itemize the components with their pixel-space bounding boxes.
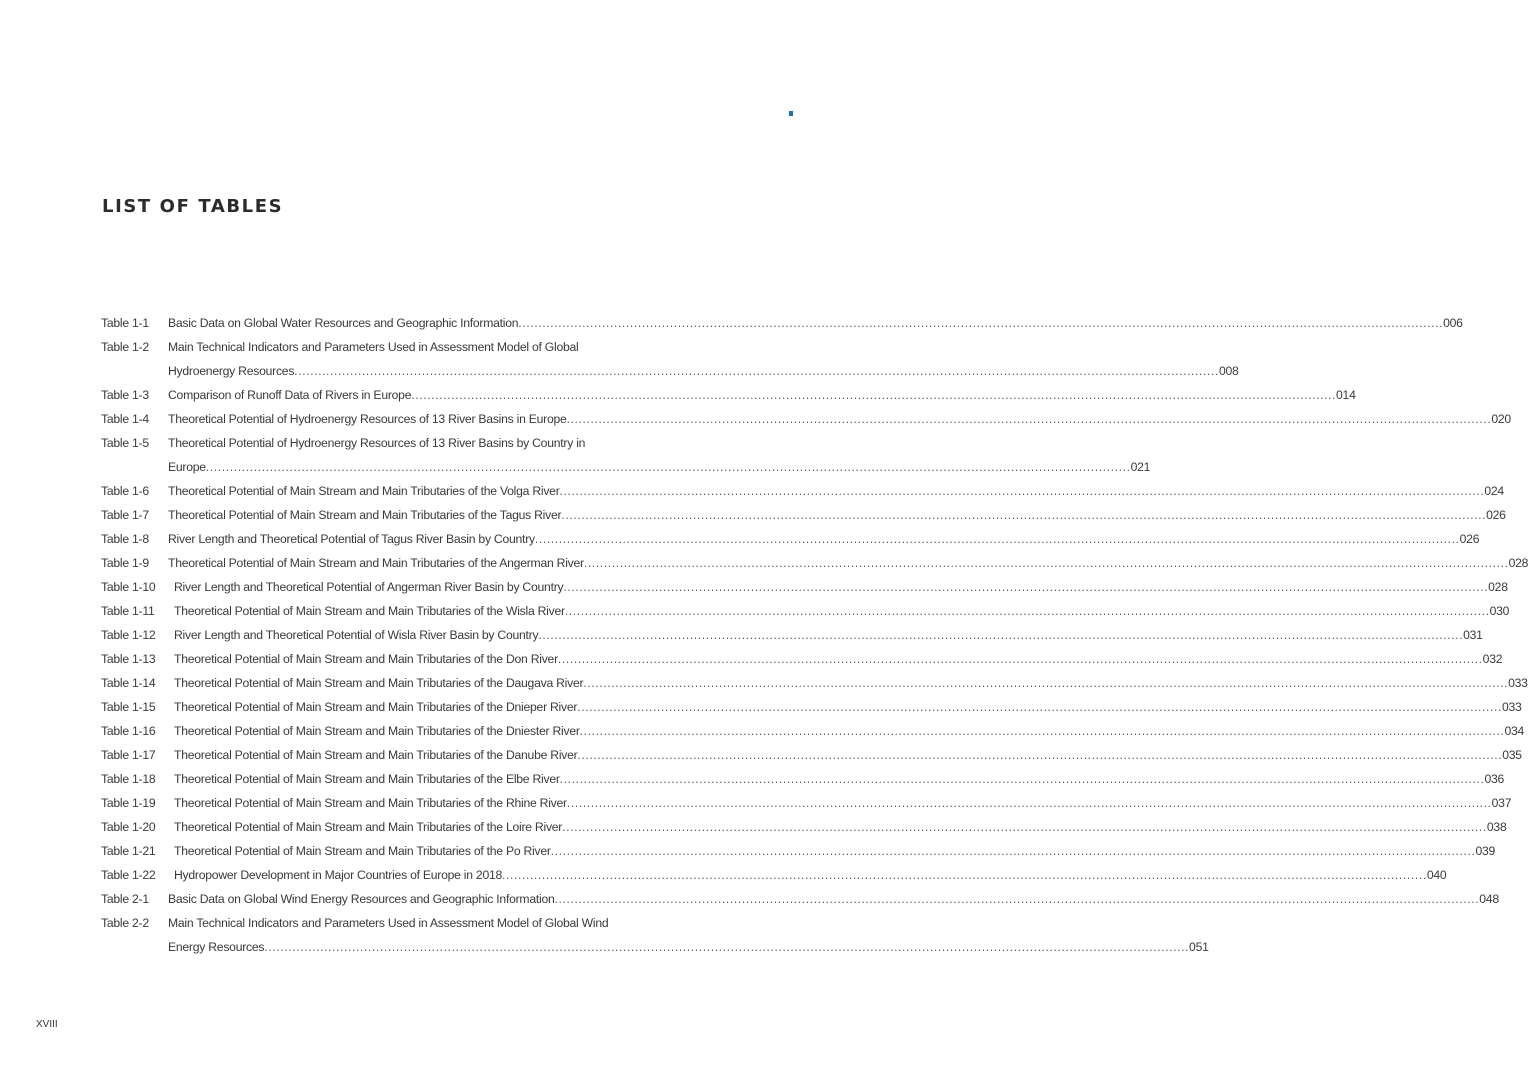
page-ref[interactable]: 032 bbox=[1482, 652, 1503, 666]
page-ref[interactable]: 037 bbox=[1491, 796, 1512, 810]
table-number: Table 1-4 bbox=[101, 412, 149, 426]
table-title: Hydropower Development in Major Countries of Europe in 2018 bbox=[174, 868, 503, 882]
dot-leader bbox=[502, 865, 1427, 889]
page-ref[interactable]: 048 bbox=[1479, 892, 1499, 906]
dot-leader bbox=[560, 769, 1485, 793]
table-number: Table 1-3 bbox=[101, 388, 149, 402]
toc-entry[interactable] bbox=[101, 553, 1528, 577]
table-title: River Length and Theoretical Potential of Wisla River Basin by Country bbox=[174, 628, 539, 642]
toc-entry[interactable] bbox=[101, 649, 1503, 673]
page-title: LIST OF TABLES bbox=[102, 196, 284, 217]
table-number: Table 1-2 bbox=[101, 340, 149, 354]
page-ref[interactable]: 006 bbox=[1443, 316, 1463, 330]
table-title-continuation: Europe bbox=[168, 460, 206, 474]
table-number: Table 1-14 bbox=[101, 676, 156, 690]
toc-entry[interactable] bbox=[101, 769, 1505, 793]
dot-leader bbox=[535, 529, 1460, 553]
toc-entry[interactable] bbox=[101, 793, 1512, 817]
table-number: Table 1-15 bbox=[101, 700, 156, 714]
table-title: Main Technical Indicators and Parameters Used in Assessment Model of Global Wind bbox=[168, 916, 609, 930]
dot-leader bbox=[551, 841, 1476, 865]
table-title: Theoretical Potential of Main Stream and Main Tributaries of the Tagus River bbox=[168, 508, 562, 522]
toc-entry[interactable] bbox=[101, 481, 1504, 505]
dot-leader bbox=[538, 625, 1463, 649]
table-of-contents bbox=[101, 313, 1528, 961]
toc-entry[interactable] bbox=[101, 409, 1511, 433]
dot-leader bbox=[518, 313, 1443, 337]
dot-leader bbox=[264, 937, 1189, 961]
table-number: Table 1-21 bbox=[101, 844, 156, 858]
table-number: Table 1-22 bbox=[101, 868, 156, 882]
table-title: Basic Data on Global Water Resources and Geographic Information bbox=[168, 316, 519, 330]
table-title: Comparison of Runoff Data of Rivers in Europe bbox=[168, 388, 412, 402]
dot-leader bbox=[555, 889, 1480, 913]
table-title: Theoretical Potential of Main Stream and Main Tributaries of the Wisla River bbox=[174, 604, 565, 618]
toc-entry[interactable] bbox=[101, 625, 1483, 649]
toc-entry[interactable] bbox=[101, 913, 662, 937]
dot-leader bbox=[580, 721, 1505, 745]
dot-leader bbox=[206, 457, 1131, 481]
page-ref[interactable]: 024 bbox=[1484, 484, 1504, 498]
toc-entry[interactable] bbox=[101, 313, 1463, 337]
toc-entry[interactable] bbox=[101, 673, 1528, 697]
toc-entry[interactable] bbox=[101, 841, 1496, 865]
table-title: Basic Data on Global Wind Energy Resources and Geographic Information bbox=[168, 892, 555, 906]
table-title: Theoretical Potential of Main Stream and Main Tributaries of the Volga River bbox=[168, 484, 560, 498]
page-ref[interactable]: 020 bbox=[1491, 412, 1511, 426]
toc-entry[interactable] bbox=[101, 721, 1525, 745]
table-number: Table 2-2 bbox=[101, 916, 149, 930]
table-title: Theoretical Potential of Hydroenergy Resources of 13 River Basins by Country in bbox=[168, 436, 586, 450]
toc-entry[interactable] bbox=[101, 697, 1522, 721]
page-ref[interactable]: 038 bbox=[1486, 820, 1507, 834]
table-title: Theoretical Potential of Main Stream and Main Tributaries of the Dniester River bbox=[174, 724, 580, 738]
dot-leader bbox=[583, 673, 1508, 697]
toc-entry-continuation[interactable] bbox=[101, 361, 1239, 385]
toc-entry[interactable] bbox=[101, 889, 1499, 913]
table-number: Table 1-19 bbox=[101, 796, 156, 810]
dot-leader bbox=[577, 745, 1502, 769]
page-number: XVIII bbox=[36, 1019, 58, 1030]
page-ref[interactable]: 051 bbox=[1189, 940, 1209, 954]
table-title-continuation: Energy Resources bbox=[168, 940, 265, 954]
dot-leader bbox=[567, 409, 1492, 433]
table-title: Theoretical Potential of Main Stream and Main Tributaries of the Rhine River bbox=[174, 796, 567, 810]
table-title: Theoretical Potential of Main Stream and Main Tributaries of the Loire River bbox=[174, 820, 563, 834]
table-title-continuation: Hydroenergy Resources bbox=[168, 364, 295, 378]
table-title: Main Technical Indicators and Parameters Used in Assessment Model of Global bbox=[168, 340, 579, 354]
table-number: Table 1-17 bbox=[101, 748, 156, 762]
toc-entry[interactable] bbox=[101, 433, 662, 457]
table-title: Theoretical Potential of Main Stream and Main Tributaries of the Daugava River bbox=[174, 676, 584, 690]
dot-leader bbox=[584, 553, 1509, 577]
dot-leader bbox=[577, 697, 1502, 721]
table-title: Theoretical Potential of Main Stream and Main Tributaries of the Dnieper River bbox=[174, 700, 578, 714]
table-number: Table 1-13 bbox=[101, 652, 156, 666]
toc-entry-continuation[interactable] bbox=[101, 457, 1151, 481]
dot-leader bbox=[562, 817, 1487, 841]
toc-entry[interactable] bbox=[101, 505, 1506, 529]
page-ref[interactable]: 021 bbox=[1130, 460, 1151, 474]
dot-leader bbox=[565, 601, 1490, 625]
table-number: Table 1-7 bbox=[101, 508, 149, 522]
page-ref[interactable]: 026 bbox=[1486, 508, 1506, 522]
table-number: Table 1-11 bbox=[101, 604, 155, 618]
page-ref[interactable]: 031 bbox=[1463, 628, 1483, 642]
table-number: Table 1-1 bbox=[101, 316, 149, 330]
table-title: Theoretical Potential of Main Stream and Main Tributaries of the Danube River bbox=[174, 748, 578, 762]
toc-entry[interactable] bbox=[101, 337, 662, 361]
table-title: River Length and Theoretical Potential of Angerman River Basin by Country bbox=[174, 580, 564, 594]
page-ref[interactable]: 028 bbox=[1488, 580, 1508, 594]
page-ref[interactable]: 030 bbox=[1489, 604, 1510, 618]
dot-leader bbox=[567, 793, 1492, 817]
toc-entry[interactable] bbox=[101, 385, 1356, 409]
page-ref[interactable]: 039 bbox=[1475, 844, 1496, 858]
page-ref[interactable]: 034 bbox=[1504, 724, 1525, 738]
dot-leader bbox=[563, 577, 1488, 601]
table-title: Theoretical Potential of Main Stream and Main Tributaries of the Po River bbox=[174, 844, 551, 858]
page-ref[interactable]: 040 bbox=[1426, 868, 1447, 882]
table-title: River Length and Theoretical Potential of Tagus River Basin by Country bbox=[168, 532, 535, 546]
page-ref[interactable]: 033 bbox=[1508, 676, 1528, 690]
table-number: Table 1-5 bbox=[101, 436, 149, 450]
table-number: Table 1-9 bbox=[101, 556, 149, 570]
table-number: Table 1-20 bbox=[101, 820, 156, 834]
accent-mark bbox=[789, 111, 793, 116]
toc-entry[interactable] bbox=[101, 865, 1447, 889]
page-ref[interactable]: 028 bbox=[1508, 556, 1528, 570]
table-title: Theoretical Potential of Hydroenergy Resources of 13 River Basins in Europe bbox=[168, 412, 567, 426]
toc-entry-continuation[interactable] bbox=[101, 937, 1209, 961]
table-number: Table 1-8 bbox=[101, 532, 149, 546]
toc-entry[interactable] bbox=[101, 601, 1510, 625]
toc-entry[interactable] bbox=[101, 817, 1507, 841]
page-ref[interactable]: 008 bbox=[1218, 364, 1239, 378]
table-number: Table 1-16 bbox=[101, 724, 156, 738]
page-ref[interactable]: 014 bbox=[1336, 388, 1356, 402]
page-ref[interactable]: 026 bbox=[1459, 532, 1480, 546]
table-title: Theoretical Potential of Main Stream and Main Tributaries of the Angerman River bbox=[168, 556, 584, 570]
dot-leader bbox=[294, 361, 1219, 385]
dot-leader bbox=[558, 649, 1483, 673]
table-title: Theoretical Potential of Main Stream and Main Tributaries of the Elbe River bbox=[174, 772, 560, 786]
page-ref[interactable]: 036 bbox=[1484, 772, 1505, 786]
toc-entry[interactable] bbox=[101, 529, 1480, 553]
table-number: Table 1-18 bbox=[101, 772, 156, 786]
toc-entry[interactable] bbox=[101, 577, 1508, 601]
dot-leader bbox=[560, 481, 1485, 505]
table-number: Table 1-6 bbox=[101, 484, 149, 498]
table-title: Theoretical Potential of Main Stream and Main Tributaries of the Don River bbox=[174, 652, 558, 666]
toc-entry[interactable] bbox=[101, 745, 1522, 769]
table-number: Table 1-10 bbox=[101, 580, 156, 594]
dot-leader bbox=[411, 385, 1336, 409]
dot-leader bbox=[561, 505, 1486, 529]
table-number: Table 1-12 bbox=[101, 628, 156, 642]
page-ref[interactable]: 035 bbox=[1502, 748, 1522, 762]
table-number: Table 2-1 bbox=[101, 892, 149, 906]
page-ref[interactable]: 033 bbox=[1501, 700, 1522, 714]
